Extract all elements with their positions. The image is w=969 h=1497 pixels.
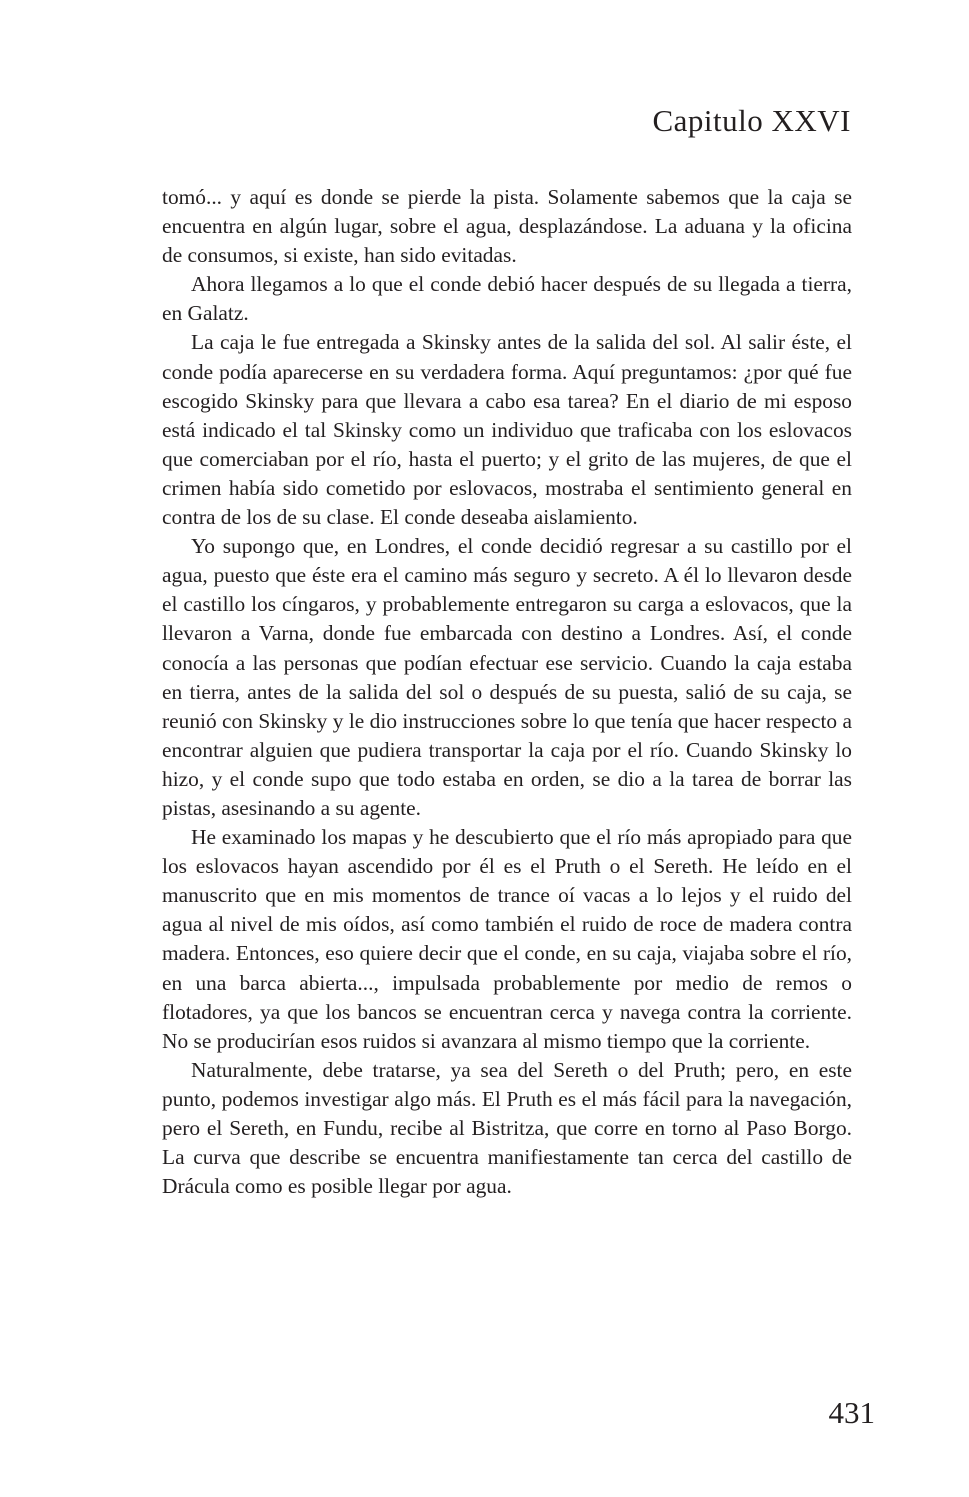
running-title: Capitulo XXVI (652, 103, 851, 138)
paragraph: La caja le fue entregada a Skinsky antes de la salida del sol. Al salir éste, el conde podía aparecerse en su verdadera forma. Aquí preguntamos: ¿por qué fue escogido Skinsky para que llevara a cabo esa tarea? En el diario de mi esposo está indicado el tal Skinsky como un individuo que traficaba con los eslovacos que comerciaban por el río, hasta el puerto; y el grito de las mujeres, de que el crimen había sido cometido por eslovacos, mostraba el sentimiento general en contra de los de su clase. El conde deseaba aislamiento. (162, 330, 852, 530)
paragraph: Naturalmente, debe tratarse, ya sea del Sereth o del Pruth; pero, en este punto, podemos investigar algo más. El Pruth es el más fácil para la navegación, pero el Sereth, en Fundu, recibe al Bistritza, que corre en torno al Paso Borgo. La curva que describe se encuentra manifiestamente tan cerca del castillo de Drácula como es posible llegar por agua. (162, 1057, 852, 1199)
body-text (162, 183, 852, 1201)
paragraph: Ahora llegamos a lo que el conde debió hacer después de su llegada a tierra, en Galatz. (162, 272, 852, 326)
page-number: 431 (828, 1395, 875, 1430)
paragraph: tomó... y aquí es donde se pierde la pista. Solamente sabemos que la caja se encuentra en algún lugar, sobre el agua, desplazándose. La aduana y la oficina de consumos, si existe, han sido evitadas. (162, 185, 852, 268)
paragraph: Yo supongo que, en Londres, el conde decidió regresar a su castillo por el agua, puesto que éste era el camino más seguro y secreto. A él lo llevaron desde el castillo los cíngaros, y probablemente entregaron su carga a eslovacos, que la llevaron a Varna, donde fue embarcada con destino a Londres. Así, el conde conocía a las personas que podían efectuar ese servicio. Cuando la caja estaba en tierra, antes de la salida del sol o después de su puesta, salió de su caja, se reunió con Skinsky y le dio instrucciones sobre lo que tenía que hacer respecto a encontrar alguien que pudiera transportar la caja por el río. Cuando Skinsky lo hizo, y el conde supo que todo estaba en orden, se dio a la tarea de borrar las pistas, asesinando a su agente. (162, 534, 852, 820)
paragraph: He examinado los mapas y he descubierto que el río más apropiado para que los eslovacos hayan ascendido por él es el Pruth o el Sereth. He leído en el manuscrito que en mis momentos de trance oí vacas a lo lejos y el ruido del agua al nivel de mis oídos, así como también el ruido de roce de madera contra madera. Entonces, eso quiere decir que el conde, en su caja, viajaba sobre el río, en una barca abierta..., impulsada probablemente por medio de remos o flotadores, ya que los bancos se encuentran cerca y navega contra la corriente. No se producirían esos ruidos si avanzara al mismo tiempo que la corriente. (162, 825, 852, 1053)
